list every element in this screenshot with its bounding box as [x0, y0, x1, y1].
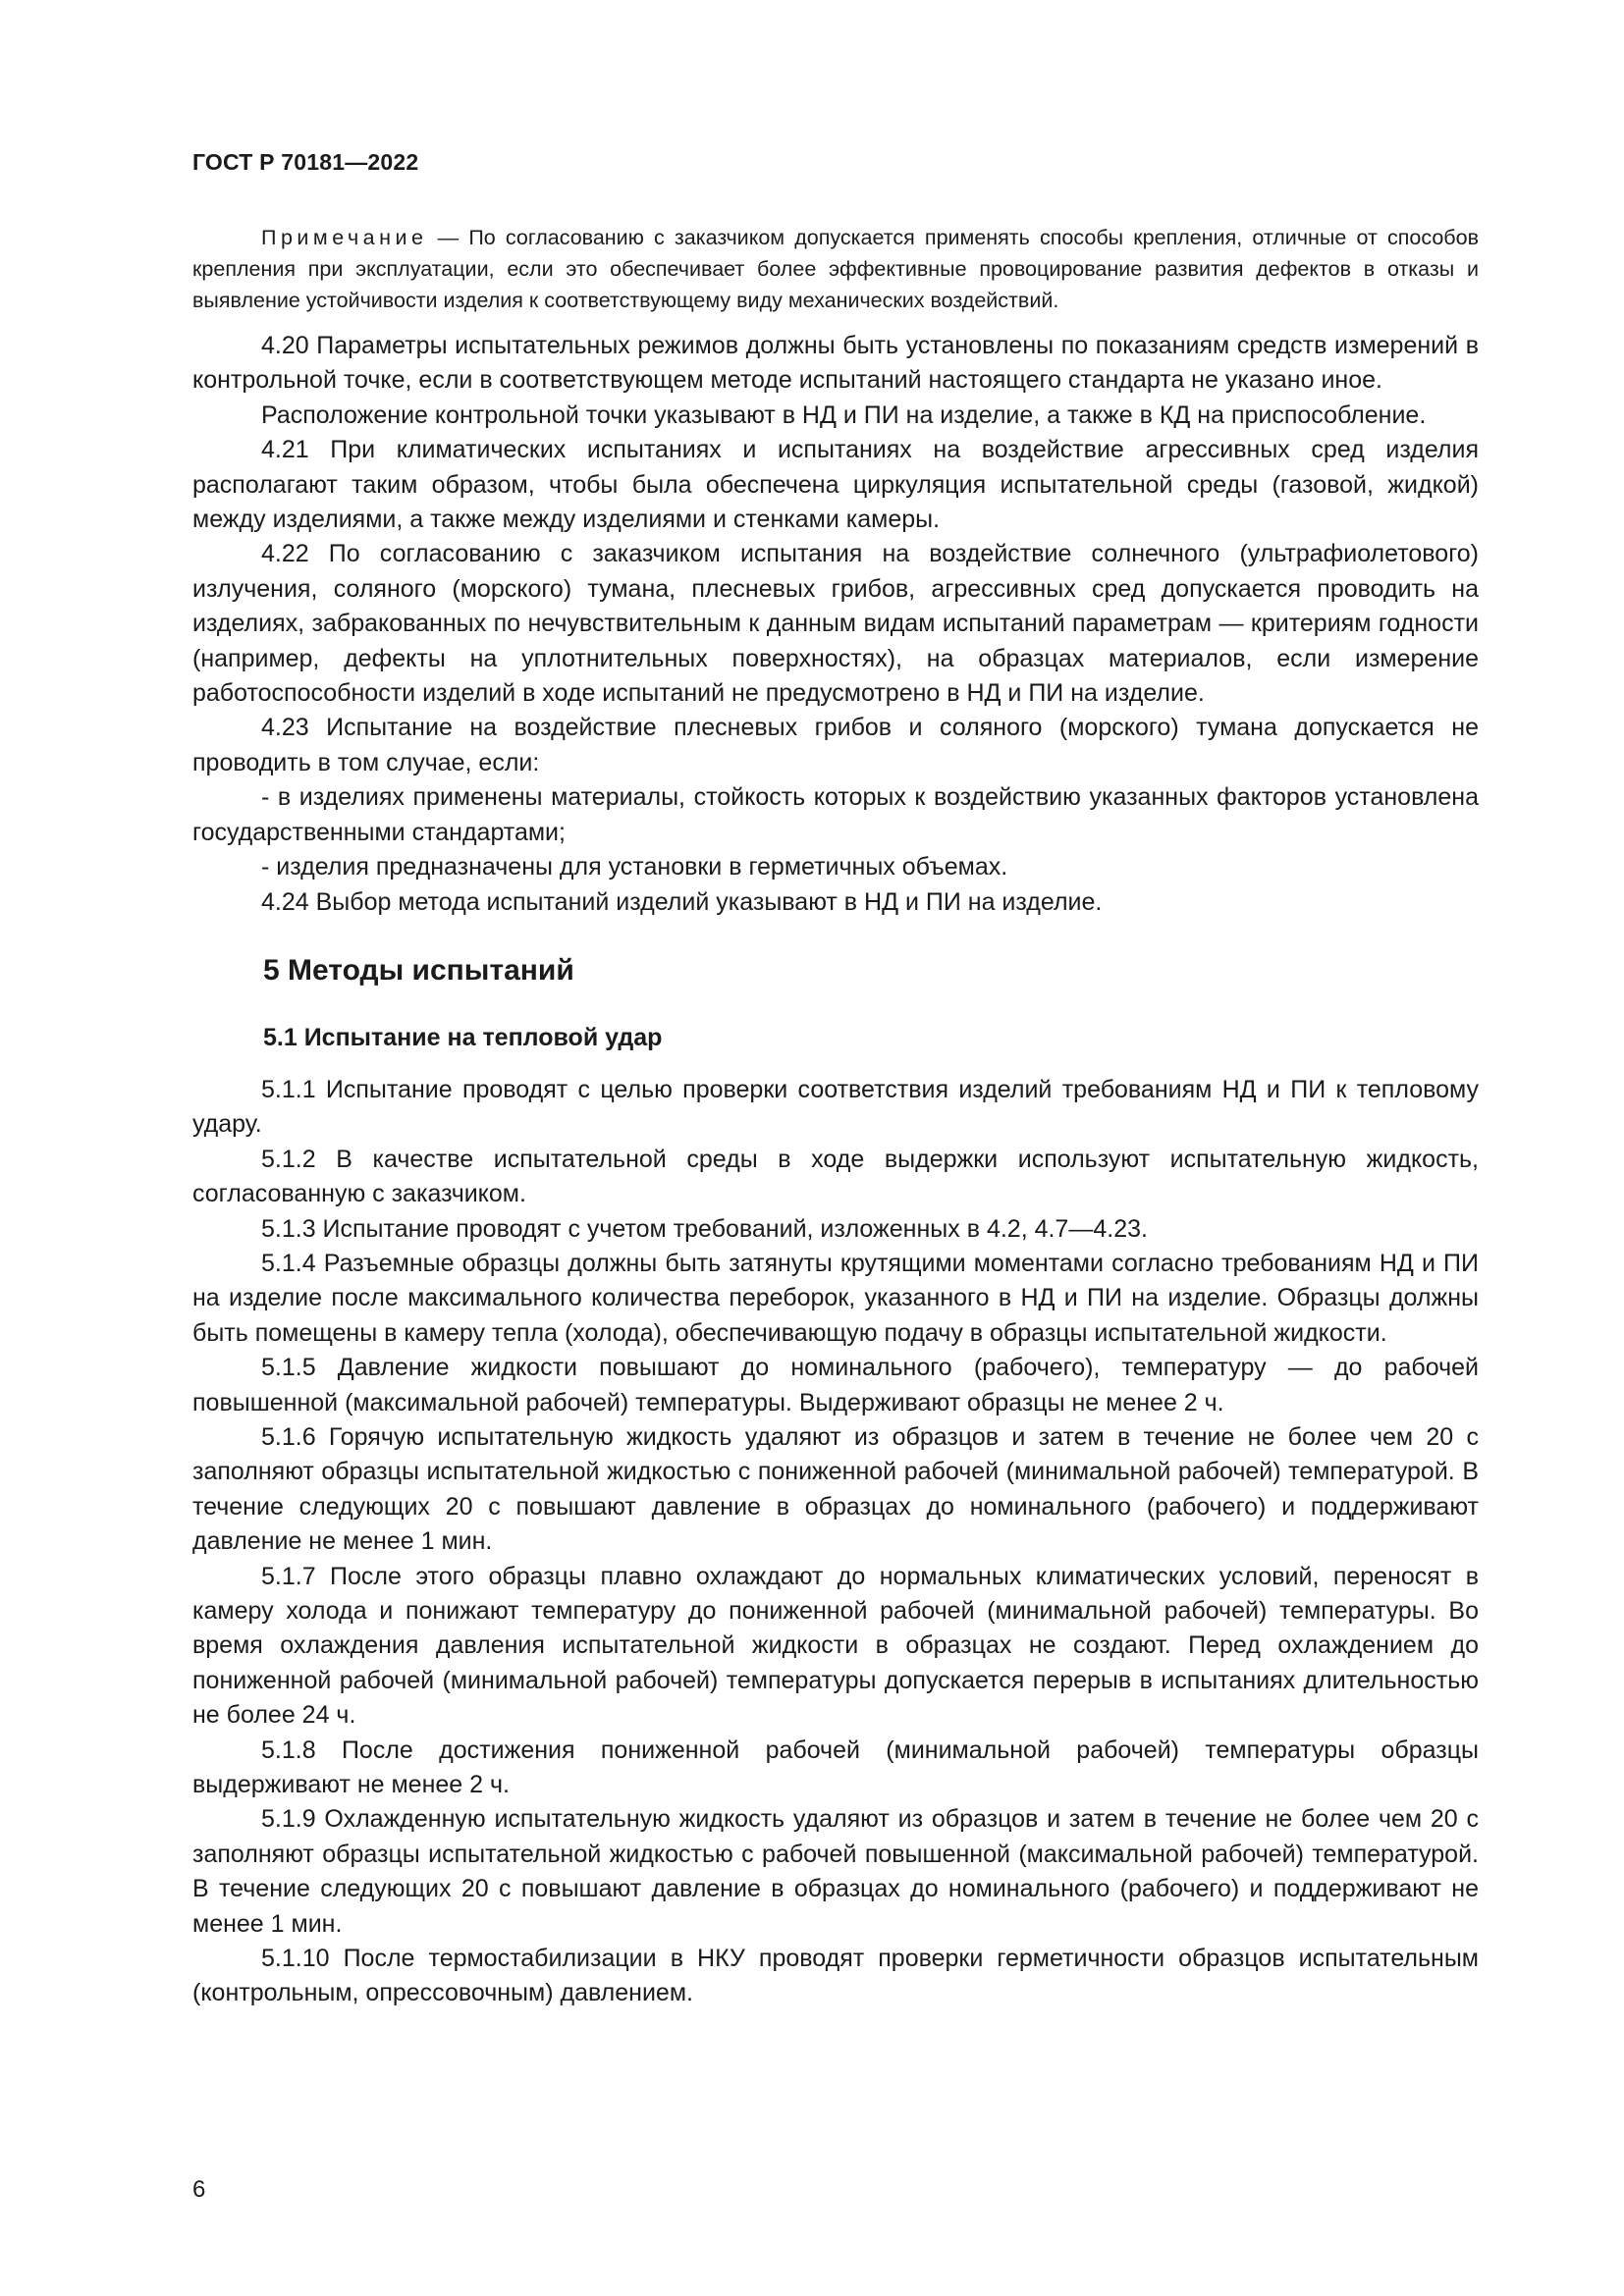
clause-5-1-6: 5.1.6 Горячую испытательную жидкость удаляют из образцов и затем в течение не более чем 20 с заполняют образцы испытательной жидкостью с пониженной рабочей (минимальной рабочей) температурой. В течение следующих 20 с повышают давление в образцах до номинального (рабочего) и поддерживают давление не менее 1 мин. — [192, 1422, 1479, 1556]
clause-5-1-4: 5.1.4 Разъемные образцы должны быть затянуты крутящими моментами согласно требованиям НД и ПИ на изделие после максимального количества переборок, указанного в НД и ПИ на изделие. Образцы должны быть помещены в камеру тепла (холода), обеспечивающую подачу в образцы испытательной жидкости. — [192, 1249, 1479, 1347]
clause-4-22: 4.22 По согласованию с заказчиком испытания на воздействие солнечного (ультрафиолетового) излучения, соляного (морского) тумана, плесневых грибов, агрессивных сред допускается проводить на изделиях, забракованных по нечувствительным к данным видам испытаний параметрам — критериям годности (например, дефекты на уплотнительных поверхностях), на образцах материалов, если измерение работоспособности изделий в ходе испытаний не предусмотрено в НД и ПИ на изделие. — [192, 540, 1479, 708]
clause-5-1-10: 5.1.10 После термостабилизации в НКУ проводят проверки герметичности образцов испытательным (контрольным, опрессовочным) давлением. — [192, 1945, 1479, 2007]
note-label: Примечание — [261, 226, 428, 249]
clause-5-1-8: 5.1.8 После достижения пониженной рабочей (минимальной рабочей) температуры образцы выдерживают не менее 2 ч. — [192, 1735, 1479, 1799]
page-number: 6 — [192, 2176, 206, 2203]
clause-4-23: 4.23 Испытание на воздействие плесневых грибов и соляного (морского) тумана допускается не проводить в том случае, если: — [192, 714, 1479, 776]
clause-5-1-9: 5.1.9 Охлажденную испытательную жидкость удаляют из образцов и затем в течение не более чем 20 с заполняют образцы испытательной жидкостью с рабочей повышенной (максимальной рабочей) температурой. В течение следующих 20 с повышают давление в образцах до номинального (рабочего) и поддерживают не менее 1 мин. — [192, 1805, 1479, 1938]
clause-4-20: 4.20 Параметры испытательных режимов должны быть установлены по показаниям средств измерений в контрольной точке, если в соответствующем методе испытаний настоящего стандарта не указано иное. — [192, 332, 1479, 395]
clause-4-24: 4.24 Выбор метода испытаний изделий указывают в НД и ПИ на изделие. — [261, 887, 1103, 916]
list-item: - изделия предназначены для установки в герметичных объемах. — [261, 853, 1008, 881]
note-paragraph — [192, 222, 1479, 316]
clause-5-1-2: 5.1.2 В качестве испытательной среды в ходе выдержки используют испытательную жидкость, согласованную с заказчиком. — [192, 1145, 1479, 1208]
clause-4-21: 4.21 При климатических испытаниях и испытаниях на воздействие агрессивных сред изделия располагают таким образом, чтобы была обеспечена циркуляция испытательной среды (газовой, жидкой) между изделиями, а также между изделиями и стенками камеры. — [192, 436, 1479, 534]
document-header: ГОСТ Р 70181—2022 — [192, 149, 419, 175]
clause-5-1-3: 5.1.3 Испытание проводят с учетом требований, изложенных в 4.2, 4.7—4.23. — [261, 1214, 1148, 1243]
section-heading: 5 Методы испытаний — [263, 953, 574, 987]
note-text: — По согласованию с заказчиком допускается применять способы крепления, отличные от способов крепления при эксплуатации, если это обеспечивает более эффективные провоцирование развития дефектов в отказы и выявление устойчивости изделия к соответствующему виду механических воздействий. — [192, 226, 1479, 312]
clause-5-1-5: 5.1.5 Давление жидкости повышают до номинального (рабочего), температуру — до рабочей повышенной (максимальной рабочей) температуры. Выдерживают образцы не менее 2 ч. — [192, 1354, 1479, 1416]
clause-4-20-control-point: Расположение контрольной точки указывают в НД и ПИ на изделие, а также в КД на приспособление. — [261, 400, 1427, 429]
clause-5-1-1: 5.1.1 Испытание проводят с целью проверки соответствия изделий требованиям НД и ПИ к тепловому удару. — [192, 1075, 1479, 1139]
list-item: - в изделиях применены материалы, стойкость которых к воздействию указанных факторов установлена государственными стандартами; — [192, 783, 1479, 846]
subsection-heading: 5.1 Испытание на тепловой удар — [263, 1023, 663, 1051]
document-body — [192, 222, 1479, 2011]
clause-5-1-7: 5.1.7 После этого образцы плавно охлаждают до нормальных климатических условий, переносят в камеру холода и понижают температуру до пониженной рабочей (минимальной рабочей) температуры. Во время охлаждения давления испытательной жидкости в образцах не создают. Перед охлаждением до пониженной рабочей (минимальной рабочей) температуры допускается перерыв в испытаниях длительностью не более 24 ч. — [192, 1562, 1479, 1730]
